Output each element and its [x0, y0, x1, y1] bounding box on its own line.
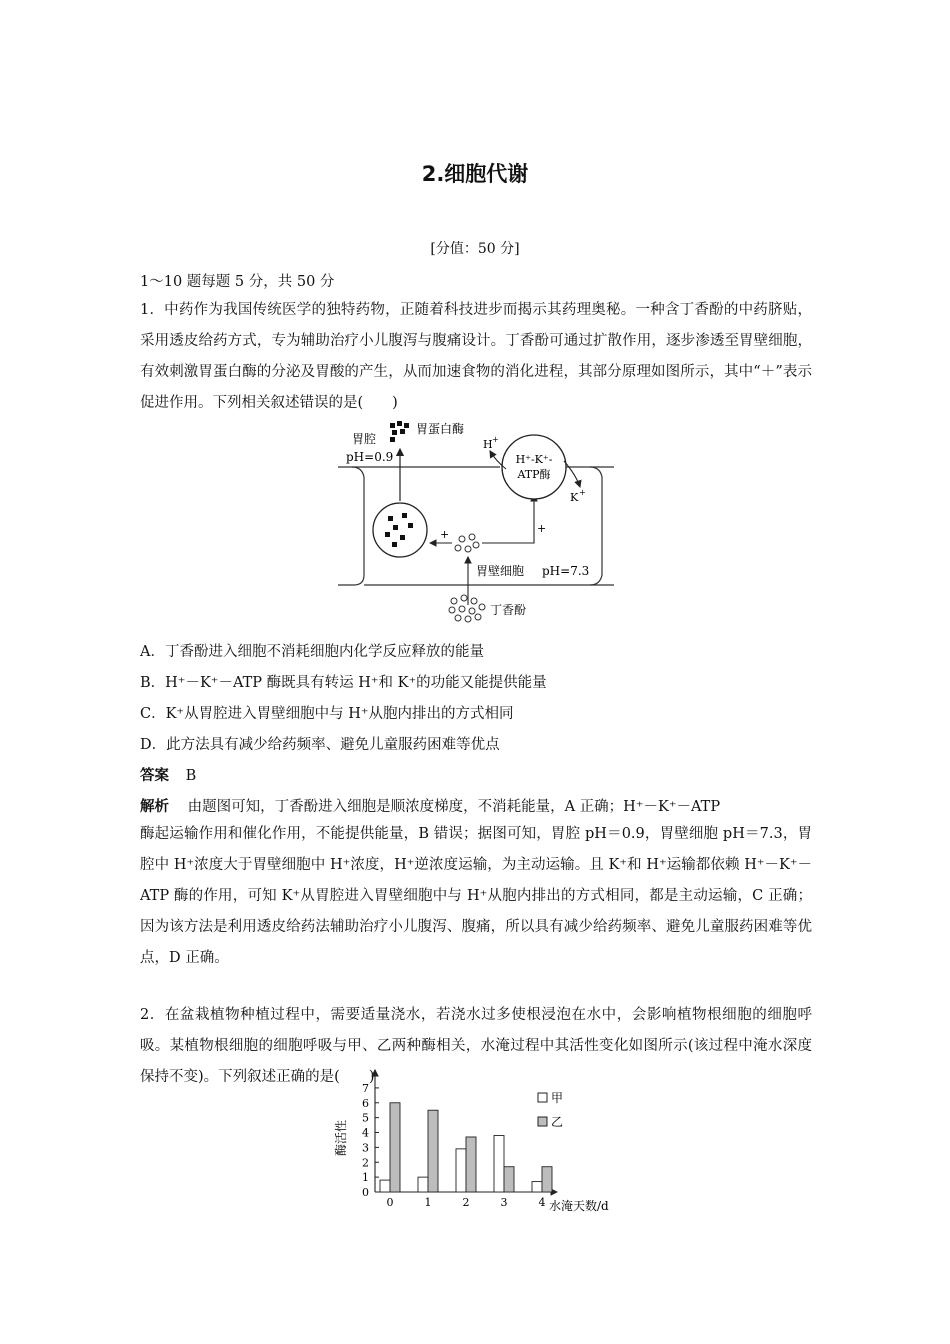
plus-sign-left: + [440, 528, 450, 541]
bar-yi-day-0 [390, 1103, 400, 1192]
y-tick-label: 5 [362, 1111, 369, 1125]
question-2-stem: 2．在盆栽植物种植过程中，需要适量浇水，若浇水过多使根浸泡在水中，会影响植物根细胞的细胞呼吸。某植物根细胞的细胞呼吸与甲、乙两种酶相关，水淹过程中其活性变化如图所示(该过程中淹水深度保持不变)。下列叙述正确的是( ) [140, 1007, 812, 1085]
analysis-label: 解析 [140, 799, 169, 815]
k-ion-label: K [570, 491, 579, 504]
option-b: B．H⁺－K⁺－ATP 酶既具有转运 H⁺和 K⁺的功能又能提供能量 [140, 675, 547, 691]
legend-label: 甲 [551, 1091, 564, 1105]
x-tick-label: 2 [462, 1196, 470, 1209]
enzyme-label-1: H⁺-K⁺- [515, 453, 553, 466]
svg-text:+: + [492, 435, 499, 444]
enzyme-label-2: ATP酶 [517, 468, 551, 481]
bar-yi-day-3 [504, 1167, 514, 1192]
bar-yi-day-4 [542, 1167, 552, 1192]
cell-diagram [330, 415, 630, 625]
legend-swatch [538, 1117, 547, 1126]
bar-jia-day-4 [532, 1182, 542, 1192]
x-tick-label: 4 [538, 1196, 546, 1209]
option-d: D．此方法具有减少给药频率、避免儿童服药困难等优点 [140, 737, 500, 753]
analysis-body: 酶起运输作用和催化作用，不能提供能量，B 错误；据图可知，胃腔 pH＝0.9，胃壁细胞 pH＝7.3，胃腔中 H⁺浓度大于胃壁细胞中 H⁺浓度，H⁺逆浓度运输，为主动运输。且 K⁺和 H⁺运输都依赖 H⁺－K⁺－ATP 酶的作用，可知 K⁺从胃腔进入胃壁细胞中与 H⁺从胞内排出的方式相同，都是主动运输，C 正确；因为该方法是利用透皮给药法辅助治疗小儿腹泻、腹痛，所以具有减少给药频率、避免儿童服药困难等优点，D 正确。 [140, 826, 812, 966]
x-tick-label: 0 [386, 1196, 394, 1209]
legend-label: 乙 [551, 1115, 564, 1129]
x-tick-label: 3 [500, 1196, 508, 1209]
eugenol-label: 丁香酚 [490, 603, 527, 617]
instruction: 1～10 题每题 5 分，共 50 分 [140, 274, 335, 290]
answer-label: 答案 [140, 768, 169, 784]
y-tick-label: 3 [362, 1141, 369, 1155]
cell-ph-label: pH=7.3 [542, 564, 590, 578]
svg-text:+: + [579, 488, 586, 497]
y-tick-label: 6 [362, 1096, 369, 1110]
y-tick-label: 7 [362, 1081, 369, 1095]
analysis-line-1: 由题图可知，丁香酚进入细胞是顺浓度梯度，不消耗能量，A 正确；H⁺－K⁺－ATP [187, 799, 721, 815]
option-a: A．丁香酚进入细胞不消耗细胞内化学反应释放的能量 [140, 644, 484, 660]
pepsin-granules [390, 421, 409, 442]
bar-jia-day-2 [456, 1149, 466, 1192]
option-c: C．K⁺从胃腔进入胃壁细胞中与 H⁺从胞内排出的方式相同 [140, 706, 514, 722]
page-title: 2.细胞代谢 [421, 162, 529, 186]
analysis-first-line [140, 795, 720, 816]
enzyme-activity-chart [325, 1062, 645, 1222]
y-tick-label: 1 [362, 1171, 369, 1185]
question-1-stem: 1．中药作为我国传统医学的独特药物，正随着科技进步而揭示其药理奥秘。一种含丁香酚的中药脐贴，采用透皮给药方式，专为辅助治疗小儿腹泻与腹痛设计。丁香酚可通过扩散作用，逐步渗透至胃壁细胞，有效刺激胃蛋白酶的分泌及胃酸的产生，从而加速食物的消化进程，其部分原理如图所示，其中“＋”表示促进作用。下列相关叙述错误的是( ) [140, 302, 812, 411]
cavity-ph-label: pH=0.9 [346, 450, 394, 464]
bar-yi-day-1 [428, 1110, 438, 1192]
stomach-cavity-label: 胃腔 [352, 432, 377, 446]
answer-value: B [185, 768, 197, 784]
y-tick-label: 0 [362, 1186, 369, 1199]
legend-swatch [538, 1093, 547, 1102]
answer-line [140, 764, 196, 785]
plus-sign-right: + [537, 522, 547, 535]
y-axis-label: 酶活性 [334, 1119, 348, 1157]
score-line: [分值：50 分] [430, 241, 520, 257]
y-tick-label: 4 [362, 1126, 369, 1140]
bar-jia-day-3 [494, 1135, 504, 1192]
bar-jia-day-0 [380, 1180, 390, 1192]
x-tick-label: 1 [424, 1196, 432, 1209]
pepsin-label: 胃蛋白酶 [416, 422, 465, 436]
bar-yi-day-2 [466, 1137, 476, 1192]
bar-jia-day-1 [418, 1177, 428, 1192]
y-tick-label: 2 [362, 1156, 369, 1170]
h-ion-label: H [483, 438, 493, 451]
x-axis-label: 水淹天数/d [549, 1199, 609, 1213]
cell-label: 胃壁细胞 [476, 564, 525, 578]
